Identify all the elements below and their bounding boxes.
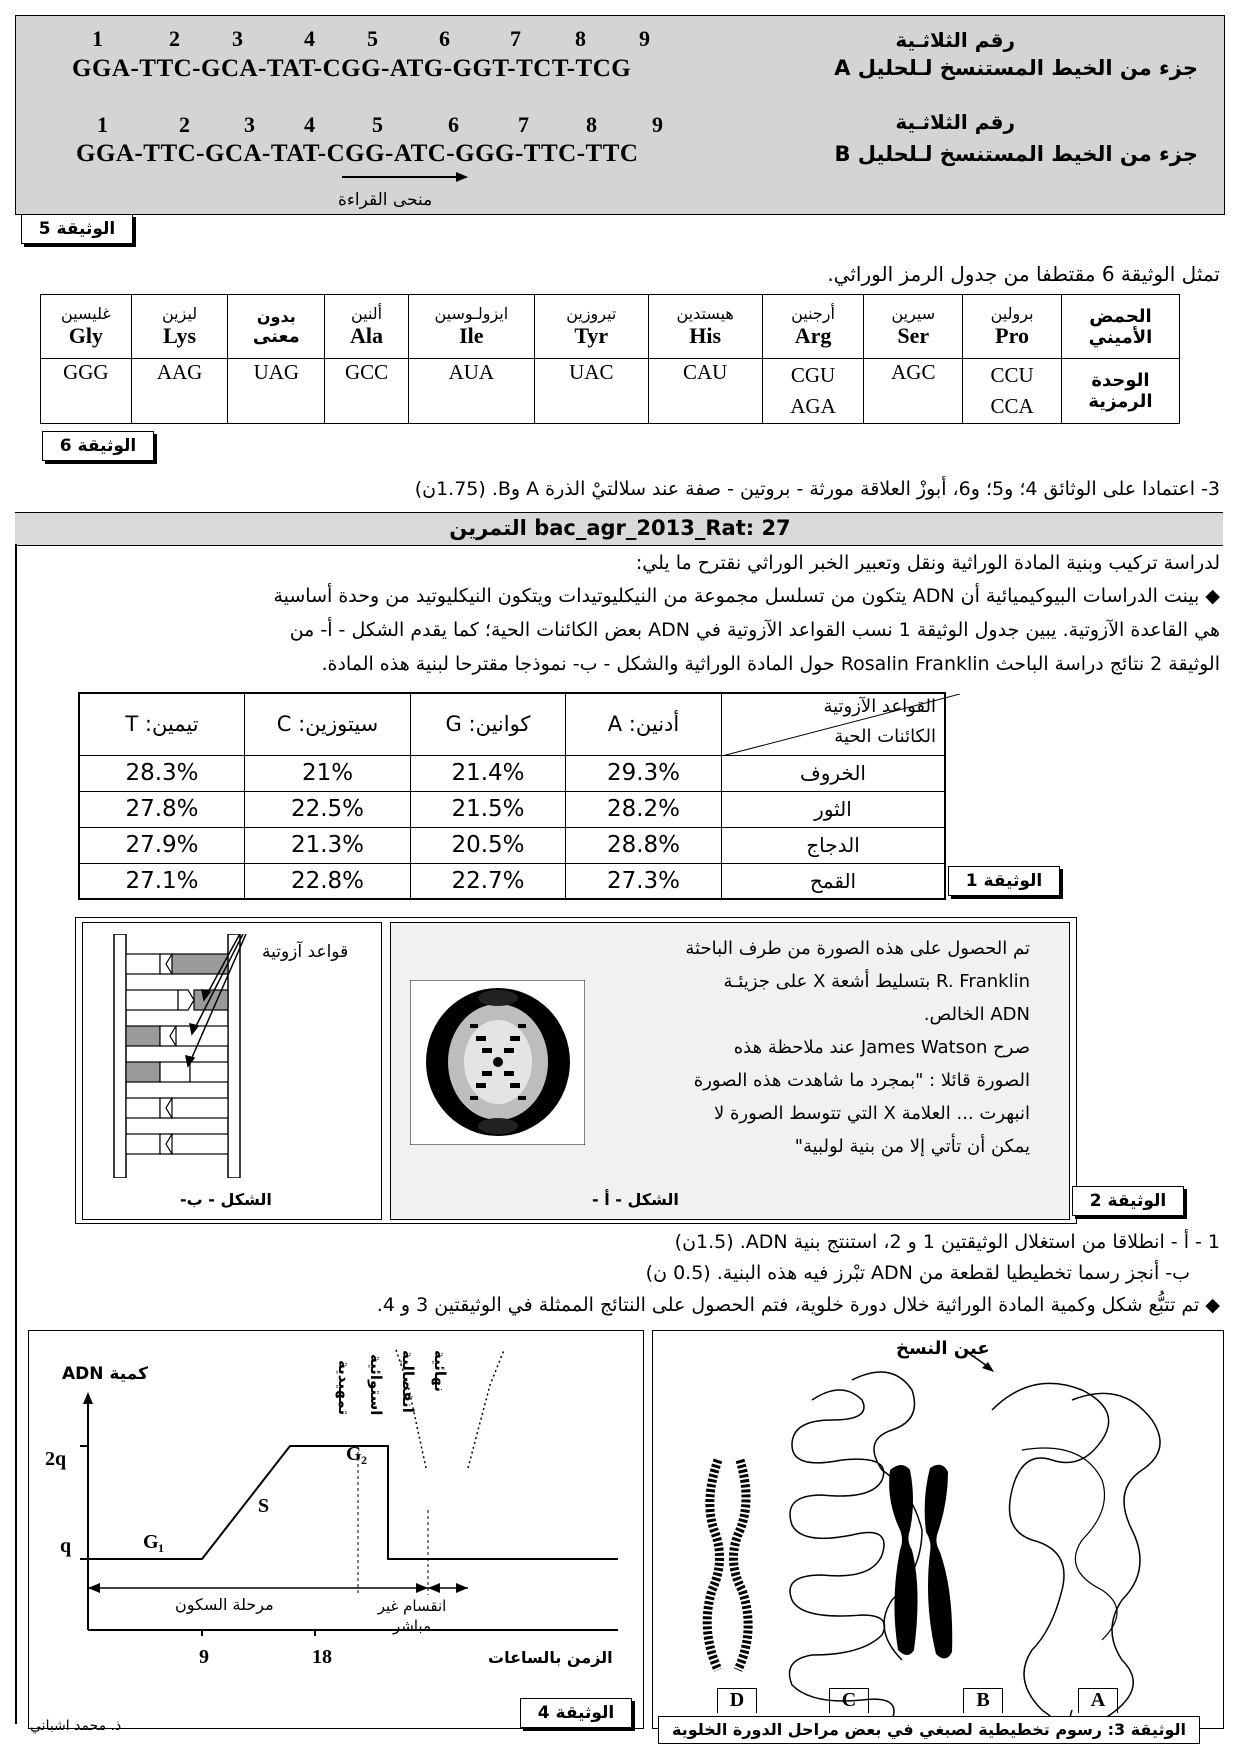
mitosis-phase-labels: تمهيدية استوائية انفصالية نهائية [335,1350,449,1416]
gc-col-lys: ليزين Lys [131,295,228,359]
x-tick-18: 18 [312,1646,332,1668]
doc6-intro: تمثل الوثيقة 6 مقتطفا من جدول الرمز الوراثي. [827,262,1220,286]
doc5-row2-numbers: 1 2 3 4 5 6 7 8 9 [97,112,663,137]
mitosis-label: انقسام غير مباشر [377,1597,447,1635]
replication-eye-label: عين النسخ [896,1338,990,1359]
paragraph-1-line-1: ◆ بينت الدراسات البيوكيميائية أن ADN يتكون من تسلسل مجموعة من النيكليوتيدات ويتكون النيكليوتيد من وحدة أساسية [273,585,1220,607]
table-row: 28.3% 21% 21.4% 29.3% الخروف [79,755,945,791]
exercise-intro: لدراسة تركيب وبنية المادة الوراثية ونقل وتعبير الخبر الوراثي نقترح ما يلي: [635,552,1220,574]
gc-codon-lys: AAG [131,359,228,424]
exercise-title: bac_agr_2013_Rat: 27 التمرين [449,516,791,540]
doc5-label-strand-b: جزء من الخيط المستنسخ لـلحليل B [834,142,1198,166]
gc-codon-ala: GCC [325,359,409,424]
doc5-row1-numbers: 1 2 3 4 5 6 7 8 9 [92,26,650,51]
gc-col-pro: برولين Pro [963,295,1062,359]
doc5-label-strand-a: جزء من الخيط المستنسخ لـلحليل A [834,56,1198,80]
interphase-label: مرحلة السكون [175,1595,274,1614]
gc-header-codon: الوحدة الرمزية [1061,359,1179,424]
gc-col-stop: بدون معنى [228,295,325,359]
question-1b: ب- أنجز رسما تخطيطيا لقطعة من ADN تبْرز فيه هذه البنية. (0.5 ن) [645,1262,1190,1284]
chromosome-b-drawing [889,1465,952,1659]
gc-col-tyr: تيروزين Tyr [534,295,648,359]
xray-diffraction-image [410,980,585,1145]
y-tick-q: q [60,1535,72,1557]
col-header-a: أدنين: A [566,693,722,755]
gc-col-ser: سيرين Ser [864,295,963,359]
reading-direction-arrow [340,170,470,184]
y-tick-2q: 2q [45,1448,67,1470]
doc5-seq-b: GGA-TTC-GCA-TAT-CGG-ATC-GGG-TTC-TTC [76,140,639,167]
chromosome-d-drawing [707,1460,748,1670]
gc-col-his: هيستدين His [648,295,762,359]
table-row: 27.8% 22.5% 21.5% 28.2% الثور [79,791,945,827]
chart-x-label: الزمن بالساعات [488,1648,613,1667]
gc-codon-pro: CCU CCA [963,359,1062,424]
gc-codon-arg: CGU AGA [762,359,864,424]
doc5-seq-a: GGA-TTC-GCA-TAT-CGG-ATG-GGT-TCT-TCG [72,55,632,82]
doc1-label: الوثيقة 1 [948,866,1060,896]
phase-g2-label: G [346,1443,362,1465]
figure-b-label: الشكل - ب- [180,1190,272,1209]
gc-codon-ser: AGC [864,359,963,424]
nitrogen-bases-label: قواعد آزوتية [262,942,349,962]
dna-ladder-model [110,934,250,1178]
svg-text:2: 2 [361,1453,367,1467]
gc-col-ala: ألنين Ala [325,295,409,359]
x-tick-9: 9 [199,1646,209,1668]
doc5-label-num-b: رقم الثلاثـية [895,110,1015,134]
gc-codon-stop: UAG [228,359,325,424]
chromosome-drawings [652,1330,1222,1727]
table-row: 27.1% 22.8% 22.7% 27.3% القمح [79,863,945,899]
doc4-label: الوثيقة 4 [520,1698,632,1728]
corner-header: القواعد الآزوتية الكائنات الحية [722,693,946,755]
col-header-c: سيتوزين: C [245,693,411,755]
paragraph-2: ◆ تم تتبُّع شكل وكمية المادة الوراثية خلال دورة خلوية، فتم الحصول على النتائج الممثلة في الوثيقتين 3 و 4. [376,1294,1220,1316]
gc-col-gly: غليسين Gly [41,295,132,359]
figure-a-label: الشكل - أ - [592,1190,679,1209]
chromosome-c-drawing [790,1390,895,1720]
letter-d-box: D [717,1688,757,1713]
question-3: 3- اعتمادا على الوثائق 4؛ و5؛ و6، أبوزْ العلاقة مورثة - بروتين - صفة عند سلالتيْ الذرة A وB. (1.75ن) [414,478,1220,500]
doc2-label: الوثيقة 2 [1072,1186,1184,1216]
gc-codon-tyr: UAC [534,359,648,424]
paragraph-1-line-3: الوثيقة 2 نتائج دراسة الباحث Rosalin Franklin حول المادة الوراثية والشكل - ب- نموذجا مقترحا لبنية هذه المادة. [321,653,1220,675]
exercise-left-rule [15,544,17,1724]
doc5-label: الوثيقة 5 [21,214,133,244]
gc-col-arg: أرجنين Arg [762,295,864,359]
phase-g1-label: G [143,1531,159,1553]
svg-text:1: 1 [158,1541,164,1555]
col-header-g: كوانين: G [411,693,566,755]
reading-direction-label: منحى القراءة [338,190,433,210]
table-row: 27.9% 21.3% 20.5% 28.8% الدجاج [79,827,945,863]
question-1a: 1 - أ - انطلاقا من استغلال الوثيقتين 1 و 2، استنتج بنية ADN. (1.5ن) [674,1231,1220,1253]
gc-codon-gly: GGG [41,359,132,424]
base-proportions-table [78,692,946,900]
doc2-text: تم الحصول على هذه الصورة من طرف الباحثة R. Franklin بتسليط أشعة X على جزيئـة ADN الخالص. صرح James Watson عند ملاحظة هذه الصورة قائلا : "بمجرد ما شاهدت هذه الصورة انبهرت ... العلامة X التي تتوسط الصورة لا يمكن أن تأتي إلا من بنية لولبية" [685,938,1030,1157]
doc6-label: الوثيقة 6 [42,431,154,461]
doc3-caption: الوثيقة 3: رسوم تخطيطية لصبغي في بعض مراحل الدورة الخلوية [658,1716,1200,1744]
letter-c-box: C [829,1688,869,1713]
gc-header-amino-acid: الحمض الأميني [1061,295,1179,359]
genetic-code-table [40,294,1180,424]
gc-codon-his: CAU [648,359,762,424]
chart-y-label: كمية ADN [62,1364,148,1384]
phase-s-label: S [258,1495,270,1517]
col-header-t: تيمين: T [79,693,245,755]
doc5-label-num-a: رقم الثلاثـية [895,28,1015,52]
gc-codon-ile: AUA [408,359,534,424]
paragraph-1-line-2: هي القاعدة الآزوتية. يبين جدول الوثيقة 1 نسب القواعد الآزوتية في ADN بعض الكائنات الحية؛ كما يقدم الشكل - أ- من [289,619,1220,641]
letter-b-box: B [963,1688,1003,1713]
gc-col-ile: ايزولـوسين Ile [408,295,534,359]
letter-a-box: A [1078,1688,1118,1713]
author: ذ. محمد اشباني [30,1718,122,1734]
